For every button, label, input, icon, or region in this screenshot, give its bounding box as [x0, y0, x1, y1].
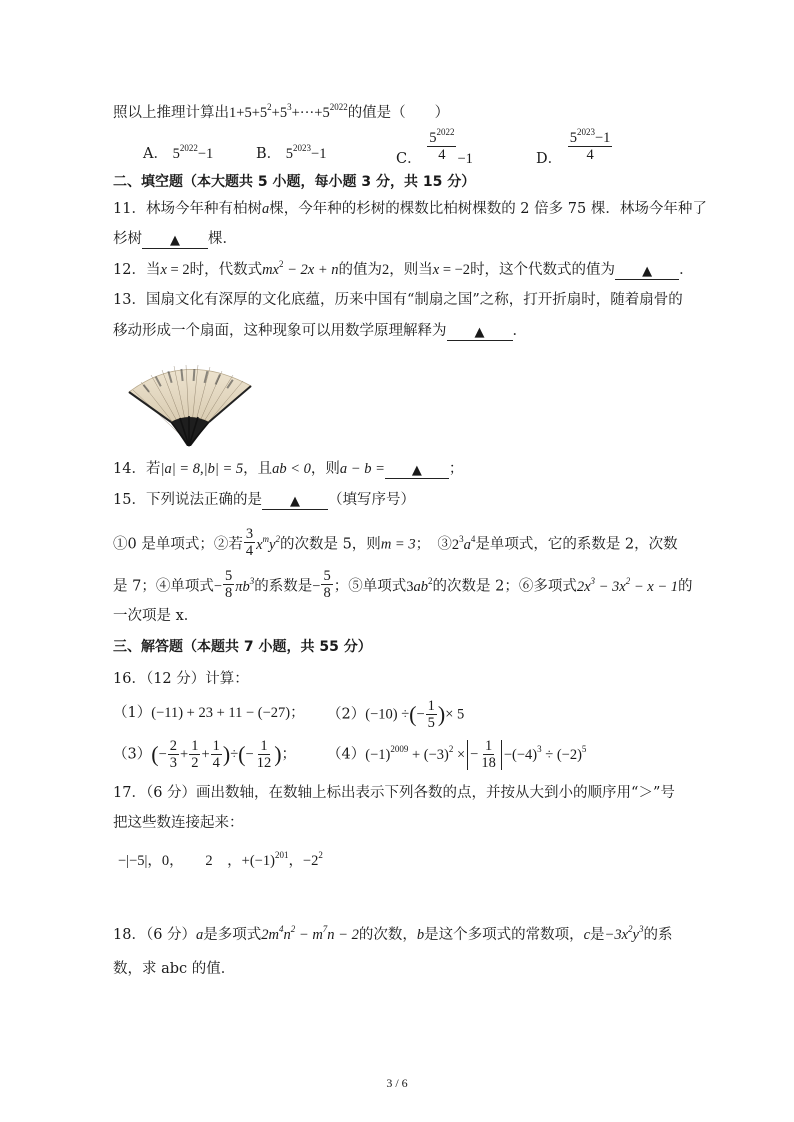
q15-line3: 一次项是 x．	[113, 608, 199, 624]
q10-option-c[interactable]: C． $\frac{5^{2022}}{4}$ −1	[396, 127, 473, 167]
q18-line1: 18．（6 分）a是多项式$2m^4n^2 - m^7n - 2$的次数，b是这个多项式的常数项，c是$-3x^2y^3$的系	[113, 924, 673, 943]
triangle-icon: ▲	[642, 264, 653, 279]
q18-line2: 数，求 abc 的值．	[113, 961, 236, 977]
q10-stem	[113, 103, 449, 123]
q16-part4: $(4)(-1)^{2009} + (-3)^2$ × − $\frac{1}{18}$ $-(-4)^3 \div (-2)^5$	[327, 738, 587, 771]
q10-expression: $1+5+5^2+5^3+\cdot\cdot\cdot+5^{2022}$	[229, 102, 348, 121]
triangle-icon: ▲	[170, 233, 180, 248]
q15-answer-blank[interactable]	[262, 491, 328, 510]
section3-title: 三、解答题（本题共 7 小题，共 55 分）	[113, 639, 372, 655]
q13-answer-blank[interactable]	[447, 322, 513, 341]
q16-part3: （3）(− $\frac{2}{3}$ + $\frac{1}{2}$ + $\frac{1}{4}$ )÷(− $\frac{1}{12}$ )；	[113, 738, 297, 771]
q17-line2: 把这些数连接起来：	[113, 815, 244, 831]
triangle-icon: ▲	[289, 494, 300, 509]
q11-line1: 11．林场今年种有柏树a棵，今年种的杉树的棵数比柏树棵数的 2 倍多 75 棵．林场今年种了	[113, 201, 707, 217]
q16-title: 16．（12 分）计算：	[113, 671, 249, 687]
q11-line2: 杉树 ▲ 棵．	[113, 231, 237, 248]
section2-title: 二、填空题（本大题共 5 小题，每小题 3 分，共 15 分）	[113, 174, 476, 190]
q10-option-b[interactable]: B． $5^{2023}-1$	[256, 143, 327, 162]
page-number: 3 / 6	[386, 1076, 408, 1090]
q15-line2: 是 7；④单项式− $\frac{5}{8}$ $\pi b^3$的系数是− $\frac{5}{8}$ ；⑤单项式$3ab^2$的次数是 2；⑥多项式$2x^3 - 3x^2 - x - 1$的	[113, 568, 693, 601]
q13-line2: 移动形成一个扇面，这种现象可以用数学原理解释为 ▲ ．	[113, 323, 527, 340]
folding-fan-image	[125, 356, 255, 448]
q12-line: 12．当x = 2时，代数式$mx^2 - 2x + n$的值为2，则当x = −2时，这个代数式的值为 ▲ ．	[113, 259, 694, 279]
q10-stem-a: 照以上推理计算出	[113, 105, 229, 121]
triangle-icon: ▲	[411, 463, 422, 478]
q14-line: 14．若|a| = 8,|b| = 5，且ab < 0，则a − b = ▲ ；	[113, 461, 464, 478]
q13-line1: 13．国扇文化有深厚的文化底蕴，历来中国有“制扇之国”之称，打开折扇时，随着扇骨的	[113, 292, 683, 308]
q15-line1: ①0 是单项式；②若 $\frac{3}{4}$ $x^my^2$的次数是 5，则m = 3； $③2^3a^4$是单项式，它的系数是 2，次数	[113, 526, 678, 559]
q16-part1: （1）(−11) + 23 + 11 − (−27)；	[113, 705, 305, 721]
q17-line1: 17．（6 分）画出数轴，在数轴上标出表示下列各数的点，并按从大到小的顺序用“＞”号	[113, 785, 675, 801]
q16-part2: （2）(−10) ÷(− $\frac{1}{5}$ )× 5	[327, 698, 465, 731]
q14-answer-blank[interactable]	[385, 460, 449, 479]
q15-stem: 15．下列说法正确的是 ▲ （填写序号）	[113, 492, 415, 509]
q12-answer-blank[interactable]	[615, 261, 679, 280]
q17-numbers: −|−5|，0， 2 ，$+(-1)^{201}$，$-2^2$	[118, 850, 323, 869]
q11-answer-blank[interactable]	[142, 230, 208, 249]
q10-option-d[interactable]: D． $\frac{5^{2023}-1}{4}$	[536, 127, 611, 167]
triangle-icon: ▲	[474, 325, 485, 340]
q10-stem-b: 的值是（ ）	[347, 105, 450, 121]
q10-option-a[interactable]: A． $5^{2022}-1$	[143, 143, 214, 162]
